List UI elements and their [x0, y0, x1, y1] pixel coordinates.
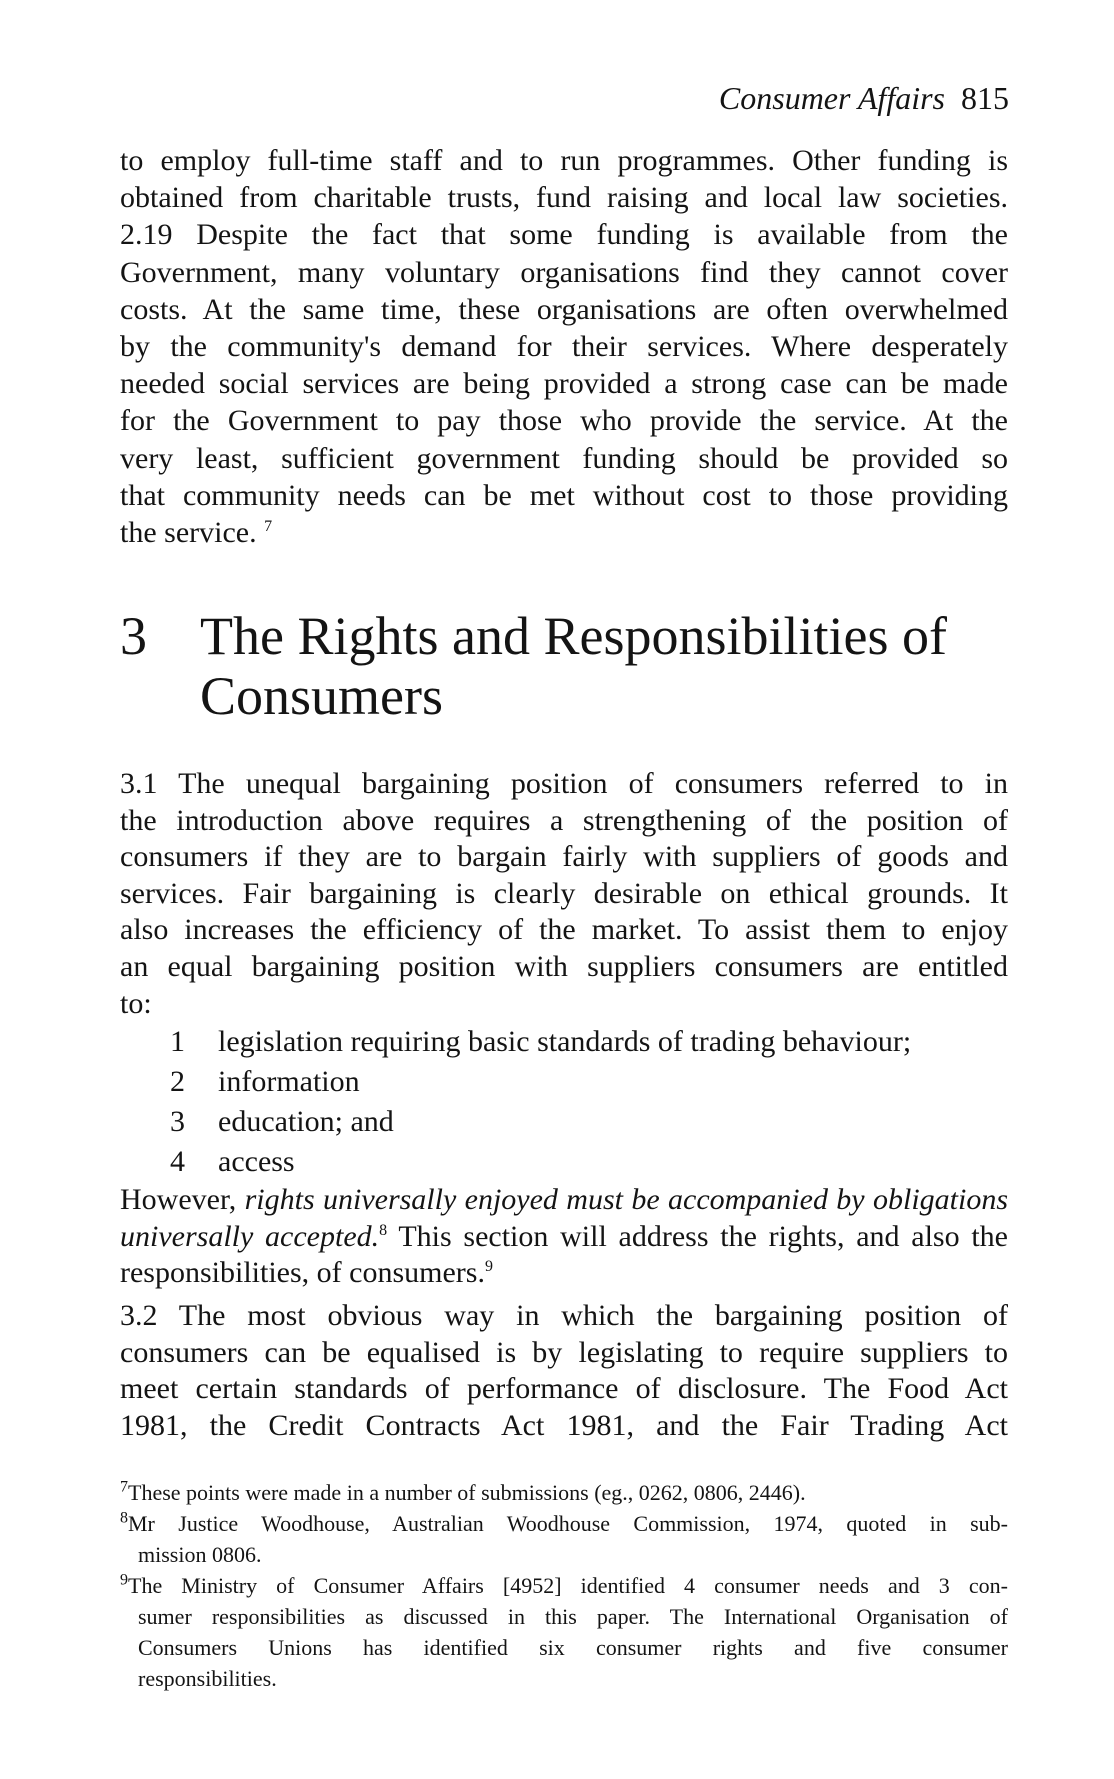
text-line: 3.2 The most obvious way in which the bargaining position of	[120, 1299, 1008, 1332]
footnote-9-continued: responsibilities.	[138, 1666, 277, 1691]
list-number: 3	[170, 1105, 185, 1139]
footnotes	[120, 1477, 1008, 1694]
text-line: the service.	[120, 516, 257, 550]
paragraph-3-1	[120, 766, 1008, 1292]
list-item	[120, 1062, 1008, 1102]
footnote-mark: 8	[120, 1509, 128, 1527]
text-line: costs. At the same time, these organisations are often overwhelmed	[120, 292, 1008, 326]
text-line: 1981, the Credit Contracts Act 1981, and the Fair Trading Act	[120, 1408, 1008, 1442]
text-line: by the community's demand for their services. Where desperately	[120, 330, 1008, 364]
list-text: legislation requiring basic standards of trading behaviour;	[218, 1025, 912, 1059]
footnote-9	[120, 1570, 1008, 1601]
list-item	[120, 1142, 1008, 1182]
text-line: for the Government to pay those who provide the service. At the	[120, 404, 1008, 438]
list-number: 4	[170, 1145, 185, 1179]
page-number: 815	[961, 80, 1009, 116]
list-number: 1	[170, 1025, 185, 1059]
list-text: education; and	[218, 1105, 394, 1139]
text-line: the introduction above requires a strengthening of the position of	[120, 803, 1008, 837]
section-title: The Rights and Responsibilities of Consumers	[200, 606, 947, 726]
footnote-7	[120, 1477, 1008, 1508]
text-line: services. Fair bargaining is clearly desirable on ethical grounds. It	[120, 876, 1008, 910]
text-line: that community needs can be met without cost to those providing	[120, 478, 1008, 512]
footnote-text: Mr Justice Woodhouse, Australian Woodhouse Commission, 1974, quoted in sub-	[128, 1511, 1008, 1536]
footnote-text: These points were made in a number of submissions (eg., 0262, 0806, 2446).	[128, 1480, 806, 1505]
footnote-ref-8: 8	[379, 1221, 388, 1239]
paragraph-2-18-continued	[120, 142, 1008, 551]
however-rest: This section will address the rights, and also the responsibilities, of consumers.	[120, 1219, 1008, 1290]
text-line: consumers can be equalised is by legislating to require suppliers to	[120, 1335, 1008, 1369]
footnote-ref-9: 9	[484, 1258, 493, 1276]
list-number: 2	[170, 1065, 185, 1099]
text-line: meet certain standards of performance of disclosure. The Food Act	[120, 1372, 1008, 1406]
text-line: very least, sufficient government funding should be provided so	[120, 441, 1008, 475]
text-line: to:	[120, 986, 152, 1020]
text-line-last	[120, 514, 1008, 551]
text-line: 2.19 Despite the fact that some funding is available from the	[120, 218, 1008, 252]
text-line: Government, many voluntary organisations find they cannot cover	[120, 255, 1008, 289]
list-text: access	[218, 1145, 295, 1179]
footnote-text: The Ministry of Consumer Affairs [4952] identified 4 consumer needs and 3 con-	[128, 1573, 1008, 1598]
however-lead: However,	[120, 1183, 237, 1217]
text-line: consumers if they are to bargain fairly with suppliers of goods and	[120, 840, 1008, 874]
footnote-mark: 9	[120, 1571, 128, 1589]
list-item	[120, 1022, 1008, 1062]
list-text: information	[218, 1065, 360, 1099]
running-head-title: Consumer Affairs	[718, 80, 945, 116]
quoted-principle: rights universally enjoyed must be accompanied by obligations universally accepted.	[120, 1183, 1008, 1253]
text-line: also increases the efficiency of the market. To assist them to enjoy	[120, 913, 1008, 947]
text-line: to employ full-time staff and to run programmes. Other funding is	[120, 144, 1008, 177]
footnote-mark: 7	[120, 1478, 128, 1496]
section-number: 3	[120, 606, 147, 666]
list-item	[120, 1102, 1008, 1142]
footnote-ref-7: 7	[264, 518, 273, 536]
text-line: 3.1 The unequal bargaining position of consumers referred to in	[120, 767, 1008, 800]
footnote-9-continued: Consumers Unions has identified six consumer rights and five consumer	[138, 1635, 1008, 1660]
running-head	[719, 78, 1009, 118]
however-paragraph	[120, 1182, 1008, 1292]
footnote-8-continued: mission 0806.	[138, 1542, 262, 1567]
text-line: obtained from charitable trusts, fund raising and local law societies.	[120, 181, 1008, 215]
footnote-9-continued: sumer responsibilities as discussed in this paper. The International Organisation of	[138, 1604, 1008, 1629]
footnote-8	[120, 1508, 1008, 1539]
rights-list	[120, 1022, 1008, 1182]
text-line: needed social services are being provided a strong case can be made	[120, 367, 1008, 401]
paragraph-3-2	[120, 1298, 1008, 1444]
text-line: an equal bargaining position with suppliers consumers are entitled	[120, 949, 1008, 983]
section-heading	[120, 606, 960, 726]
